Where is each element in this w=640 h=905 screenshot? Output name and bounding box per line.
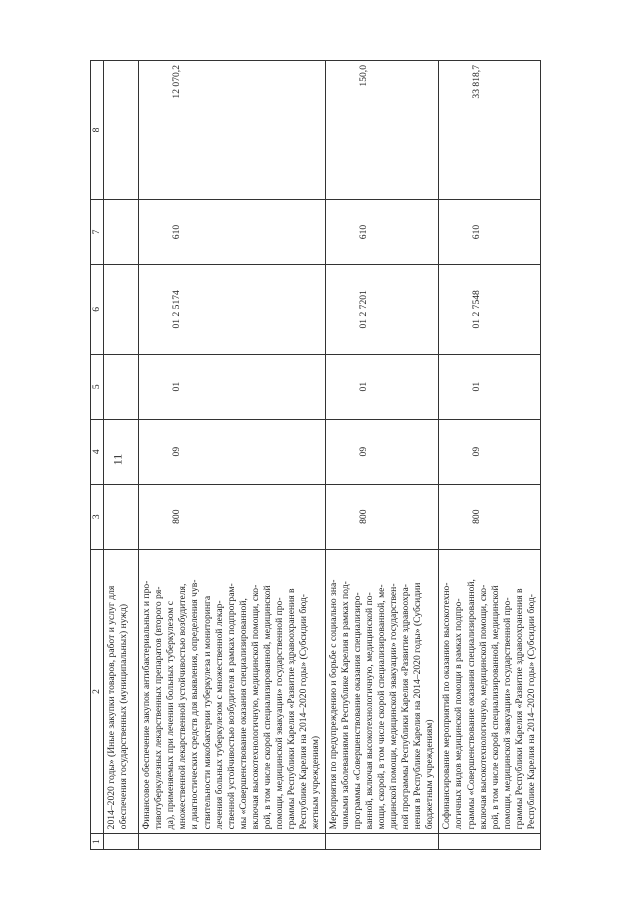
subsection-code: 01 xyxy=(439,354,541,419)
target-article-code: 01 2 7201 xyxy=(325,265,439,355)
table-row xyxy=(104,61,139,850)
column-header: 7 xyxy=(91,200,104,265)
column-header: 3 xyxy=(91,484,104,549)
expense-description: Финансовое обеспечение закупок антибактериальных и про- тивотуберкулезных лекарственных препаратов (второго ря- да), применяемых при лечении больных туберкулезом с множественной лекарственной устойчивостью возбудителя, и диагностических средств для выявления, определения чув- ствительности микобактерии туберкулеза и мониторинга лечения больных туберкулезом с множественной лекар- ственной устойчивостью возбудителя в рамках подпрограм- мы «Совершенствование оказания специализированной, включая высокотехнологичную, медицинской помощи, ско- рой, в том числе скорой специализированной, медицинской помощи, медицинской эвакуации» государственной про- граммы Республики Карелия «Развитие здравоохранения в Республике Карелия на 2014–2020 годы» (Субсидии бюд- жетным учреждениям) xyxy=(139,549,325,834)
rotated-page xyxy=(90,60,630,850)
ministry-code xyxy=(104,484,139,549)
table-row xyxy=(439,61,541,850)
target-article-code xyxy=(104,265,139,355)
table-header-row xyxy=(91,61,104,850)
expense-type-code: 610 xyxy=(139,200,325,265)
row-number xyxy=(139,834,325,850)
expense-description: Софинансирование мероприятий по оказанию высокотехно- логичных видов медицинской помощи в рамках подпро- граммы «Совершенствование оказания специализированной, включая высокотехнологичную, медицинской помощи, ско- рой, в том числе скорой специализированной, медицинской помощи, медицинской эвакуации» государственной про- граммы Республики Карелия «Развитие здравоохранения в Республике Карелия на 2014–2020 годы» (Субсидии бюд- xyxy=(439,549,541,834)
amount: 33 818,7 xyxy=(439,61,541,200)
budget-table xyxy=(90,60,541,850)
row-number xyxy=(104,834,139,850)
section-code xyxy=(104,419,139,484)
expense-type-code: 610 xyxy=(325,200,439,265)
section-code: 09 xyxy=(325,419,439,484)
ministry-code: 800 xyxy=(439,484,541,549)
section-code: 09 xyxy=(439,419,541,484)
column-header: 6 xyxy=(91,265,104,355)
row-number xyxy=(439,834,541,850)
ministry-code: 800 xyxy=(325,484,439,549)
ministry-code: 800 xyxy=(139,484,325,549)
expense-description: 2014–2020 годы» (Иные закупки товаров, работ и услуг для обеспечения государственных (муниципальных) нужд) xyxy=(104,549,139,834)
expense-type-code xyxy=(104,200,139,265)
column-header: 4 xyxy=(91,419,104,484)
amount: 12 070,2 xyxy=(139,61,325,200)
amount xyxy=(104,61,139,200)
table-row xyxy=(325,61,439,850)
amount: 150,0 xyxy=(325,61,439,200)
expense-type-code: 610 xyxy=(439,200,541,265)
table-row xyxy=(139,61,325,850)
page-number: 11 xyxy=(110,453,125,466)
target-article-code: 01 2 5174 xyxy=(139,265,325,355)
row-number xyxy=(325,834,439,850)
expense-description: Мероприятия по предупреждению и борьбе с социально зна- чимыми заболеваниями в Республике Карелия в рамках под- программы «Совершенствование оказания специализиро- ванной, включая высокотехнологичную, медицинской по- мощи, скорой, в том числе скорой специализированной, ме- дицинской помощи, медицинской эвакуации» государствен- ной программы Республики Карелия «Развитие здравоохра- нения в Республике Карелия на 2014–2020 годы» (Субсидии бюджетным учреждениям) xyxy=(325,549,439,834)
subsection-code: 01 xyxy=(325,354,439,419)
subsection-code xyxy=(104,354,139,419)
subsection-code: 01 xyxy=(139,354,325,419)
column-header: 5 xyxy=(91,354,104,419)
column-header: 1 xyxy=(91,834,104,850)
section-code: 09 xyxy=(139,419,325,484)
target-article-code: 01 2 7548 xyxy=(439,265,541,355)
column-header: 8 xyxy=(91,61,104,200)
column-header: 2 xyxy=(91,549,104,834)
